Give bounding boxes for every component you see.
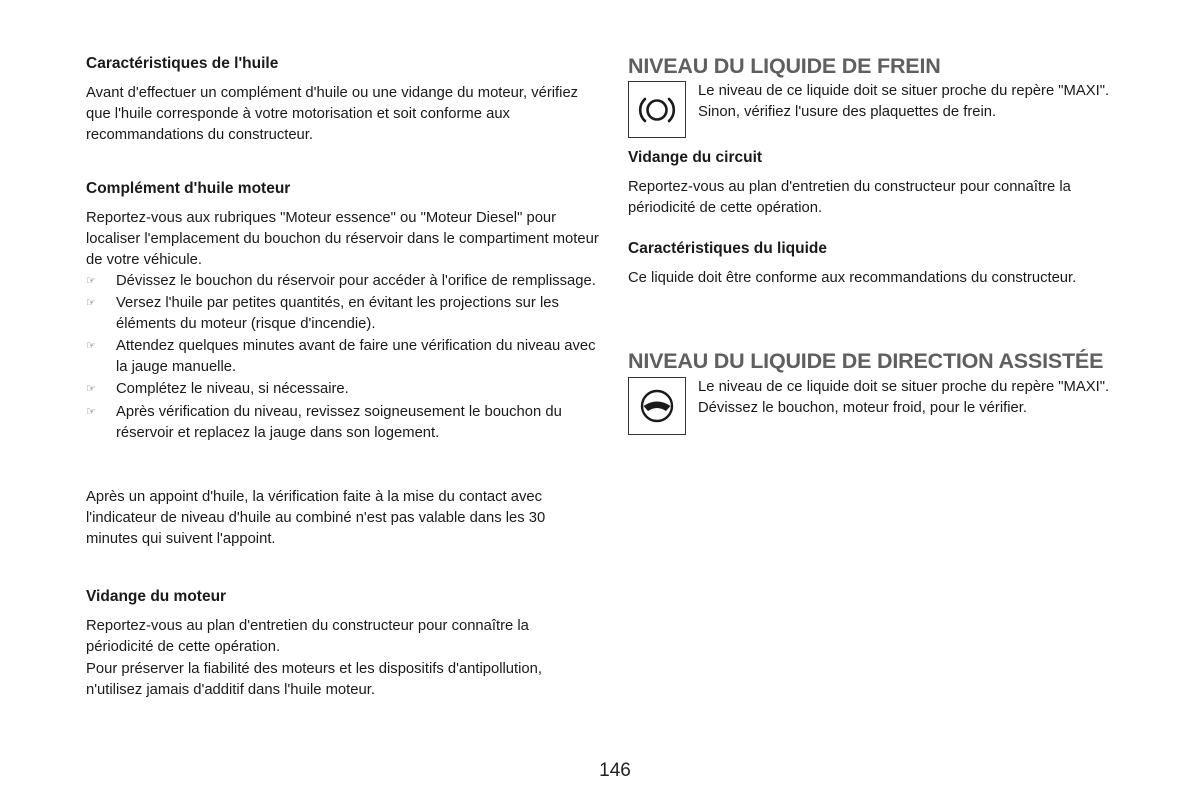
oil-topup-note: Après un appoint d'huile, la vérification faite à la mise du contact avec l'indicateur de niveau d'huile au combiné n'est pas valable dans les 30 minutes qui suivent l'appoint. (86, 489, 546, 547)
brake-spec-text: Ce liquide doit être conforme aux recommandations du constructeur. (628, 270, 1077, 286)
list-item: ☞ Après vérification du niveau, revissez soigneusement le bouchon du réservoir et replacez la jauge dans son logement. (86, 403, 562, 441)
pointing-hand-icon: ☞ (86, 297, 96, 310)
pointing-hand-icon: ☞ (86, 340, 96, 353)
oil-change-heading: Vidange du moteur (86, 588, 227, 605)
list-item: ☞ Dévissez le bouchon du réservoir pour accéder à l'orifice de remplissage. (86, 271, 606, 292)
steering-fluid-heading: NIVEAU DU LIQUIDE DE DIRECTION ASSISTÉE (628, 349, 1104, 373)
steering-wheel-svg (638, 387, 676, 425)
oil-characteristics-text: Avant d'effectuer un complément d'huile ou une vidange du moteur, vérifiez que l'huile corresponde à votre motorisation et soit conforme aux recommandations du constructeur. (86, 85, 579, 143)
brake-drain-heading: Vidange du circuit (628, 149, 763, 166)
brake-fluid-heading: NIVEAU DU LIQUIDE DE FREIN (628, 54, 941, 78)
oil-characteristics-heading: Caractéristiques de l'huile (86, 55, 279, 72)
list-item: ☞ Versez l'huile par petites quantités, en évitant les projections sur les éléments du moteur (risque d'incendie). (86, 295, 559, 333)
brake-warning-icon (628, 81, 686, 138)
oil-change-additive-text: Pour préserver la fiabilité des moteurs et les dispositifs d'antipollution, n'utilisez jamais d'additif dans l'huile moteur. (86, 661, 543, 698)
oil-topup-heading: Complément d'huile moteur (86, 180, 291, 197)
brake-drain-text: Reportez-vous au plan d'entretien du constructeur pour connaître la périodicité de cette opération. (628, 179, 1071, 216)
oil-topup-intro: Reportez-vous aux rubriques "Moteur essence" ou "Moteur Diesel" pour localiser l'emplacement du bouchon du réservoir dans le compartiment moteur de votre véhicule. (86, 210, 599, 268)
oil-change-text: Reportez-vous au plan d'entretien du constructeur pour connaître la périodicité de cette opération. (86, 618, 529, 655)
pointing-hand-icon: ☞ (86, 405, 96, 418)
page-number: 146 (599, 760, 631, 781)
steering-wheel-icon (628, 377, 686, 435)
brake-fluid-intro: Le niveau de ce liquide doit se situer proche du repère "MAXI". Sinon, vérifiez l'usure des plaquettes de frein. (698, 83, 1110, 120)
brake-warning-svg (635, 94, 679, 126)
brake-spec-heading: Caractéristiques du liquide (628, 240, 827, 257)
steering-fluid-intro: Le niveau de ce liquide doit se situer proche du repère "MAXI". Dévissez le bouchon, moteur froid, pour le vérifier. (698, 379, 1110, 416)
list-item: ☞ Complétez le niveau, si nécessaire. (86, 379, 606, 400)
pointing-hand-icon: ☞ (86, 275, 96, 287)
list-item: ☞ Attendez quelques minutes avant de faire une vérification du niveau avec la jauge manuelle. (86, 338, 596, 376)
oil-topup-steps (86, 271, 606, 445)
pointing-hand-icon: ☞ (86, 383, 96, 396)
